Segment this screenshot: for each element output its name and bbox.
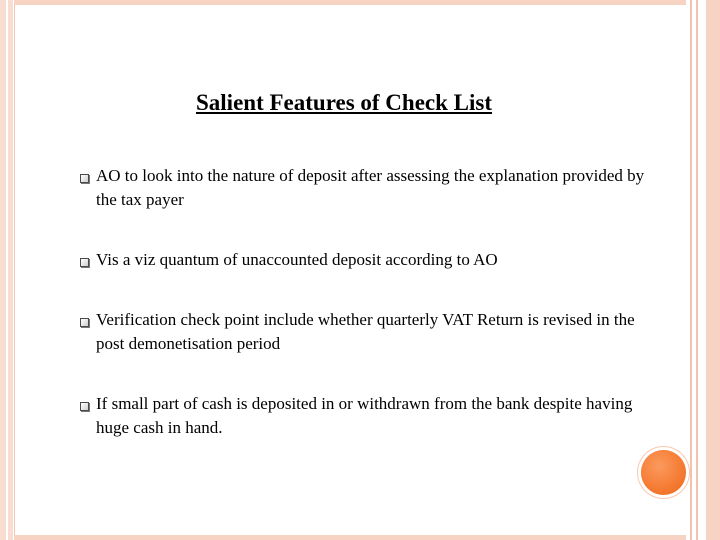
square-bullet-icon	[80, 258, 89, 267]
square-bullet-icon	[80, 174, 89, 183]
square-bullet-icon	[80, 318, 89, 327]
right-border-line	[690, 0, 692, 540]
orange-circle-decoration	[641, 450, 686, 495]
bottom-border-decoration	[14, 535, 686, 540]
right-border-decoration	[706, 0, 720, 540]
bullet-item	[80, 248, 498, 272]
left-border-decoration	[0, 0, 15, 540]
right-border-line	[696, 0, 698, 540]
bullet-text: AO to look into the nature of deposit after assessing the explanation provided by the tax payer	[96, 166, 645, 209]
square-bullet-icon	[80, 402, 89, 411]
bullet-item	[80, 392, 665, 440]
bullet-item	[80, 308, 665, 356]
bullet-item	[80, 164, 665, 212]
bullet-text: Vis a viz quantum of unaccounted deposit according to AO	[96, 250, 498, 269]
bullet-text: Verification check point include whether quarterly VAT Return is revised in the post demonetisation period	[96, 310, 635, 353]
top-border-decoration	[14, 0, 686, 5]
bullet-text: If small part of cash is deposited in or withdrawn from the bank despite having huge cash in hand.	[96, 394, 633, 437]
slide-title: Salient Features of Check List	[196, 90, 493, 115]
